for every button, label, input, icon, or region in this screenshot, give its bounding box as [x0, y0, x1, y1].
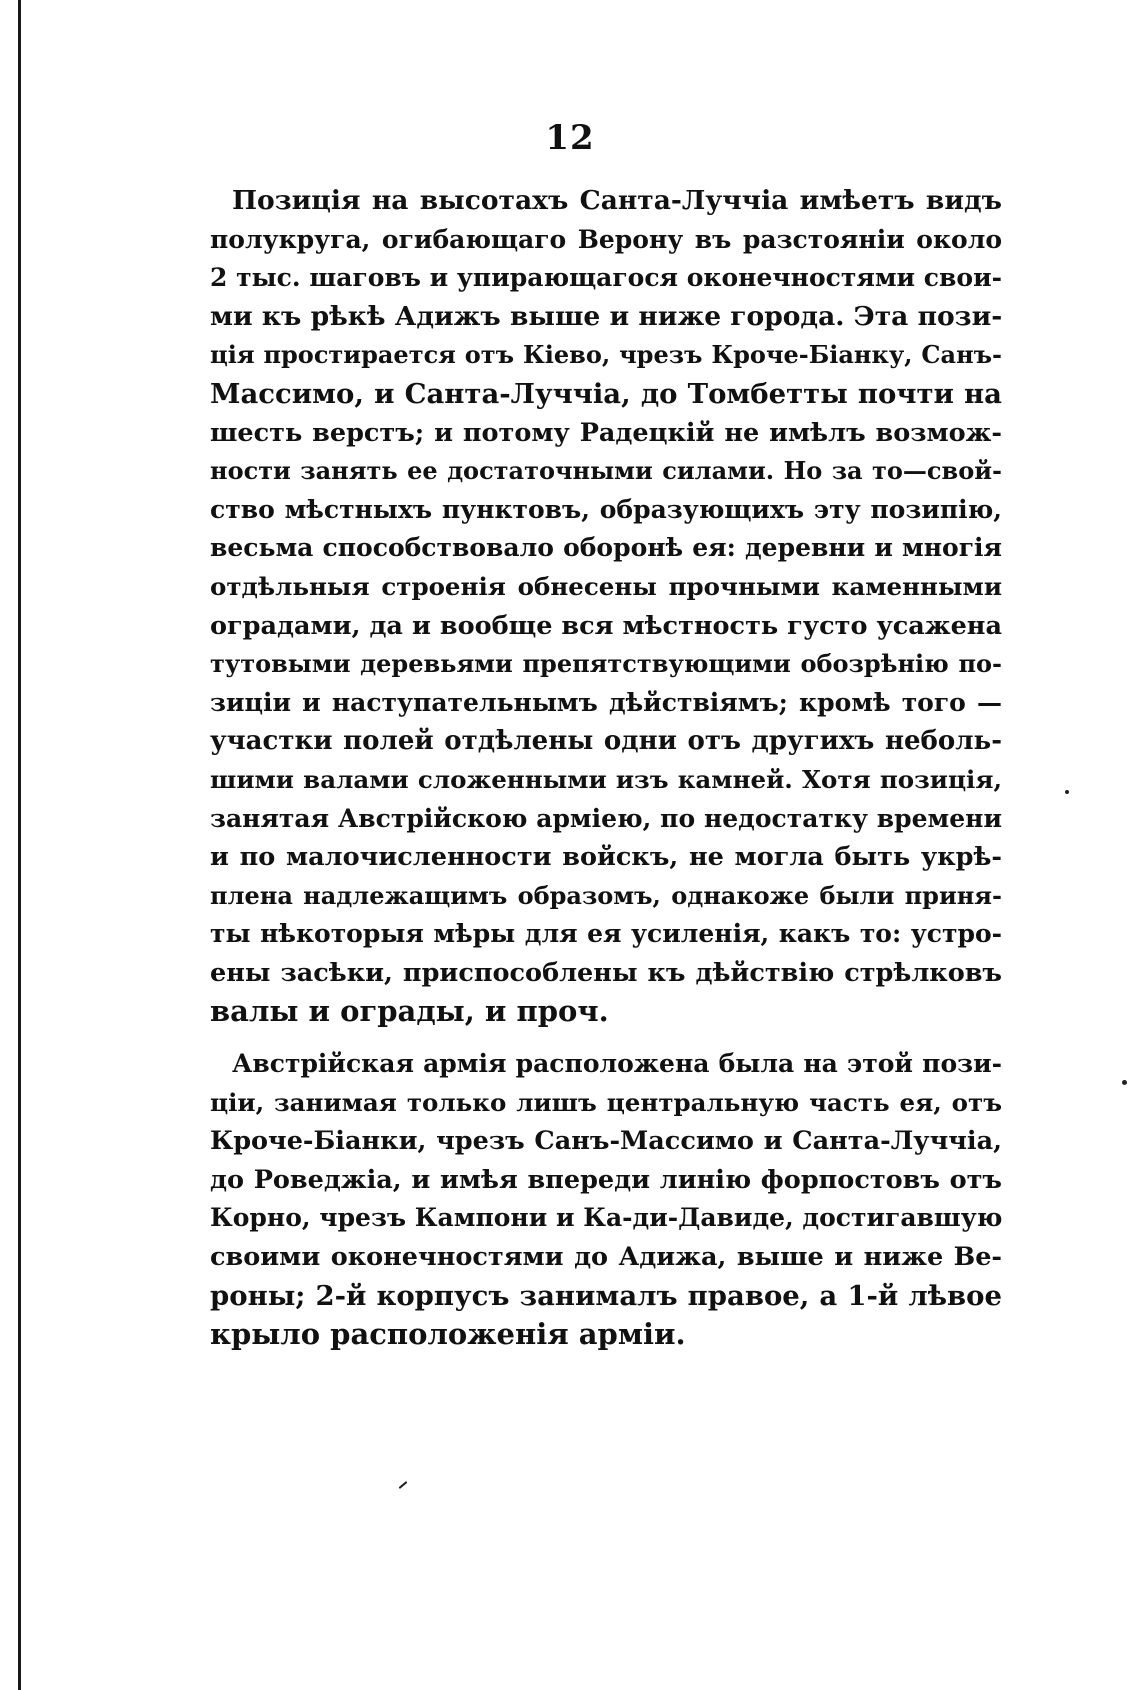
paragraph-gap [210, 1031, 1002, 1045]
text-line: валы и ограды, и проч. [210, 994, 609, 1029]
text-line: ція простирается отъ Кіево, чрезъ Кроче-Біанку, Санъ- [210, 340, 1002, 370]
page-number: 12 [545, 118, 595, 158]
page-edge-rule [18, 0, 21, 1690]
text-line: ности занять ее достаточными силами. Но за то—свой- [210, 456, 1002, 486]
text-line: оградами, да и вообще вся мѣстность густо усажена [210, 610, 1002, 641]
text-line: шесть верстъ; и потому Радецкій не имѣлъ возмож- [210, 417, 1002, 448]
scan-speck [1122, 1080, 1127, 1085]
text-line: тутовыми деревьями препятствующими обозрѣнію по- [210, 649, 1002, 679]
text-line: ство мѣстныхъ пунктовъ, образующихъ эту позипію, [210, 494, 1002, 524]
text-line: ты нѣкоторыя мѣры для ея усиленія, какъ то: устро- [210, 919, 1002, 949]
text-line: зиціи и наступательнымъ дѣйствіямъ; кромѣ того — [210, 687, 1002, 717]
text-line: полукруга, огибающаго Верону въ разстояніи около [210, 224, 1002, 254]
scan-speck [1065, 790, 1069, 794]
text-line: Кроче-Біанки, чрезъ Санъ-Массимо и Санта-Луччіа, [210, 1126, 1002, 1157]
text-line: шими валами сложенными изъ камней. Хотя позиція, [210, 764, 1002, 794]
body-text [210, 182, 1002, 1354]
text-line: ены засѣки, приспособлены къ дѣйствію стрѣлковъ [210, 957, 1002, 988]
text-line: и по малочисленности войскъ, не могла быть укрѣ- [210, 842, 1002, 873]
text-line: участки полей отдѣлены одни отъ другихъ неболь- [210, 726, 1002, 757]
text-line: Массимо, и Санта-Луччіа, до Томбетты почти на [210, 377, 1002, 410]
text-line: ціи, занимая только лишъ центральную часть ея, отъ [210, 1087, 1002, 1117]
text-line: плена надлежащимъ образомъ, однакоже были приня- [210, 880, 1002, 910]
text-line: ми къ рѣкѣ Адижъ выше и ниже города. Эта пози- [210, 300, 1003, 332]
text-line: Позиція на высотахъ Санта-Луччіа имѣетъ видъ [232, 185, 1002, 216]
text-line: роны; 2-й корпусъ занималъ правое, а 1-й лѣвое [210, 1279, 1002, 1312]
text-line: занятая Австрійскою арміею, по недостатку времени [210, 803, 1002, 833]
text-line: Австрійская армія расположена была на этой пози- [232, 1049, 1002, 1079]
text-line: до Роведжіа, и имѣя впереди линію форпостовъ отъ [210, 1164, 1002, 1195]
text-line: своими оконечностями до Адижа, выше и ниже Ве- [210, 1242, 1002, 1273]
text-line: отдѣльныя строенія обнесены прочными каменными [210, 571, 1002, 601]
paragraph-2 [210, 1045, 1002, 1354]
text-line: крыло расположенія арміи. [210, 1317, 686, 1352]
text-line: весьма способствовало оборонѣ ея: деревни и многія [210, 533, 1002, 563]
text-line: 2 тыс. шаговъ и упирающагося оконечностями свои- [210, 263, 1002, 293]
paragraph-1 [210, 182, 1002, 1031]
text-line: Корно, чрезъ Кампони и Ка-ди-Давиде, достигавшую [210, 1203, 1003, 1233]
scan-speck [399, 1481, 408, 1489]
